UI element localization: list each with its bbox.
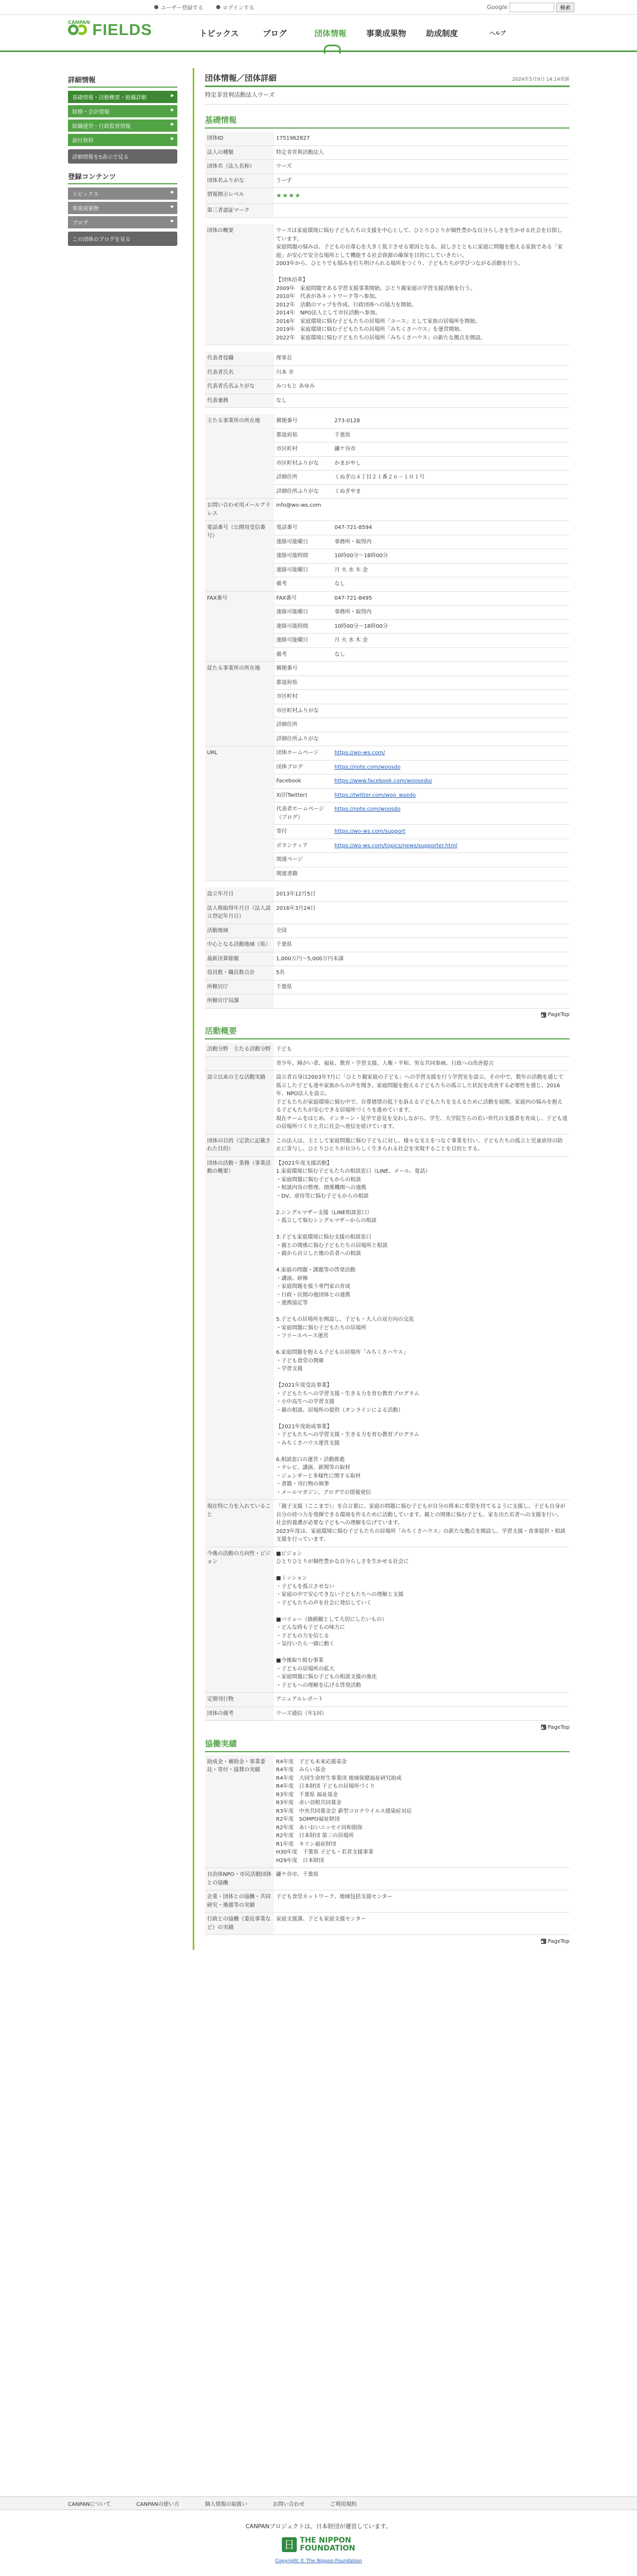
- table-row: [205, 132, 570, 146]
- table-cell: [332, 746, 570, 761]
- table-row: [205, 952, 570, 966]
- table-cell: 活動地域: [205, 924, 274, 938]
- table-cell: 連絡可能曜日: [274, 535, 332, 549]
- table-row: [205, 1134, 570, 1156]
- table-cell: 団体名ふりがな: [205, 174, 274, 188]
- table-cell: 今後の活動の方向性・ビジョン: [205, 1547, 274, 1693]
- table-cell: 5名: [274, 966, 570, 980]
- section-cooperation: 協働実績: [205, 1736, 570, 1752]
- table-row: [205, 1913, 570, 1935]
- table-row: [205, 521, 570, 535]
- table-cell: 最新決算総額: [205, 952, 274, 966]
- table-cell: 連絡可能曜日: [274, 563, 332, 577]
- sidebar-item-deliverables[interactable]: 事業成果物 ▶: [68, 202, 177, 214]
- gnav-grants[interactable]: 助成制度: [426, 29, 458, 38]
- table-cell: 法人の種類: [205, 146, 274, 160]
- table-cell: 所轄官庁局課: [205, 994, 274, 1009]
- homepage-link[interactable]: https://wo-ws.com/: [334, 750, 385, 756]
- donate-link[interactable]: https://wo-ws.com/support: [334, 829, 406, 835]
- table-cell: なし: [274, 394, 570, 408]
- footer-link-contact[interactable]: お問い合わせ: [272, 2501, 305, 2507]
- table-cell: FAX番号: [205, 591, 274, 662]
- facebook-link[interactable]: https://www.facebook.com/woosedo/: [334, 778, 432, 784]
- sidebar-item-basic[interactable]: 基礎情報・活動概要・組織詳細 ▶: [68, 91, 177, 103]
- table-cell: 特定非営利活動法人: [274, 146, 570, 160]
- table-cell: [332, 760, 570, 774]
- gnav-blog[interactable]: ブログ: [262, 29, 287, 38]
- table-row: [205, 924, 570, 938]
- table-row: [205, 380, 570, 394]
- register-link[interactable]: ● ユーザー登録する: [154, 4, 203, 11]
- table-cell: 代表兼務: [205, 394, 274, 408]
- table-cell: 月 火 水 木 金: [332, 634, 570, 648]
- detail-view-button[interactable]: 詳細情報をS表示で見る: [68, 149, 177, 164]
- table-cell: 法人格取得年月日（法人設立登記年月日）: [205, 901, 274, 924]
- table-cell: 関連書籍: [274, 867, 332, 881]
- disclosure-stars: ★★★★: [274, 188, 570, 204]
- table-cell: 【2021年度支援活動】 1.家庭環境に悩む子どもたちの相談窓口（LINE、メール、電話） ・家庭問題に悩む子どもからの相談 ・相談内容の整理、関係機関への連携 ・DV、虐待等に悩む子どもからの相談 2.シングルマザー支援（LINE相談窓口） ・孤立して悩むシングルマザーからの相談 3.子ども家庭環境に悩む支援の相談窓口 ・親との関係に悩む子どもたちの居場所と相談 ・親から自立した後の若者への相談 4.家庭の問題・課題等の啓発活動 ・講演、研修 ・家庭問題を扱う専門家の育成 ・行政・民間の他団体との連携 ・連携協定等 5.子どもの居場所を開設し、子ども・大人の双方向の交流 ・家庭問題に悩む子どもたちの居場所 ・フリースペース運営 6.家庭問題を抱える子どもの居場所「みちくさハウス」 ・子ども食堂の開催 ・学習支援 【2021年度受託事業】 ・子どもたちへの学習支援・生きる力を育む教育プログラム ・小中高生への学習支援 ・親の相談、居場所の提供（オンラインによる活動） 【2021年度助成事業】 ・子どもたちへの学習支援・生きる力を育む教育プログラム ・みちくさハウス運営支援 6.相談窓口の運営・活動推進 ・テレビ、講演、新聞等の取材 ・ジェンダーと多様性に関する取材 ・書籍・刊行物の執筆 ・メールマガジン、ブログでの情報発信: [274, 1156, 570, 1500]
- table-cell: [274, 203, 570, 218]
- org-name: 特定非営利活動法人ウーズ: [205, 87, 570, 105]
- arrow-up-icon: ▲: [541, 1725, 546, 1730]
- gnav-deliverables[interactable]: 事業成果物: [366, 29, 406, 38]
- table-row: [205, 901, 570, 924]
- table-cell: 自治体NPO・市民活動団体との協働: [205, 1868, 274, 1890]
- table-cell: 月 火 水 木 金: [332, 563, 570, 577]
- sidebar-item-blog[interactable]: ブログ ▶: [68, 216, 177, 228]
- user-icon: ●: [154, 4, 159, 10]
- pagetop-link-2[interactable]: ▲ PageTop: [540, 1724, 570, 1730]
- table-cell: 代表者氏名: [205, 365, 274, 380]
- table-cell: [332, 774, 570, 789]
- table-cell: URL: [205, 746, 274, 881]
- lock-icon: ●: [216, 4, 221, 10]
- table-cell: 2016年3月24日: [274, 901, 570, 924]
- pagetop-link-1[interactable]: ▲ PageTop: [540, 1012, 570, 1018]
- site-footer: [0, 2496, 637, 2564]
- table-cell: 千葉県: [332, 428, 570, 442]
- sidebar-item-governance[interactable]: 組織運営・行政監督情報 ▶: [68, 120, 177, 132]
- table-cell: ウーズは家庭環境に悩む子どもたちの支援を中心として、ひとりひとりが個性豊かな自分らしさを生かせる社会を目指しています。 家庭問題の悩みは、子どもの自尊心を大きく低下させる要因となる。寂しさとともに家庭に問題を抱える家族である「家庭」が安心で安全な場所として機能する社会資源の確保を目的にしていきたい。 2003年から、ひとりでも悩みを打ち明けられる場所をつくり、子どもたちが学びつながる活動を行う。 【団体沿革】 2009年 家庭問題である学習支援事業開始。ひとり親家庭の学習支援活動を行う。 2010年 代表が各ネットワーク等へ参加。 2012年 活動のマップを作成。行政団体への協力を開始。 2014年 NPO法人として市民活動へ参加。 2016年 家庭環境に悩む子どもたちの居場所「ユース」として家族の居場所を開始。 2019年 家庭環境に悩む子どもたちの居場所「みちくさハウス」を運営開始。 2022年 家庭環境に悩む子どもたちの居場所「みちくさハウス」の新たな拠点を開設。: [274, 224, 570, 345]
- table-cell: 電話番号（公開用受信番号）: [205, 521, 274, 592]
- table-row: [205, 174, 570, 188]
- table-cell: 10時00分～18時00分: [332, 549, 570, 564]
- table-cell: 10時00分～18時00分: [332, 619, 570, 634]
- table-cell: 団体の目的（定款に記載された目的）: [205, 1134, 274, 1156]
- gnav-topics[interactable]: トピックス: [199, 29, 239, 38]
- table-row: [205, 938, 570, 952]
- gnav-help[interactable]: ヘルプ: [489, 31, 506, 37]
- table-cell: 情報開示レベル: [205, 188, 274, 204]
- table-cell: かまがやし: [332, 456, 570, 471]
- table-cell: 代表者役職: [205, 352, 274, 365]
- table-cell: 団体の備考: [205, 1707, 274, 1721]
- table-row: [205, 966, 570, 980]
- table-cell: [332, 839, 570, 853]
- logo-mark-icon: CANPAN: [68, 22, 89, 38]
- volunteer-link[interactable]: https://wo-ws.com/topics/news/supporter.html: [334, 842, 458, 849]
- table-cell: 団体ID: [205, 132, 274, 146]
- table-cell: info@wo-ws.com: [274, 499, 570, 521]
- table-row: [205, 414, 570, 428]
- table-cell: 2013年12月5日: [274, 888, 570, 901]
- cooperation-table: [205, 1755, 570, 1935]
- table-cell: 従たる事業所の所在地: [205, 662, 274, 746]
- sidebar-item-topics[interactable]: トピックス ▶: [68, 187, 177, 200]
- table-row: [205, 1707, 570, 1721]
- table-cell: 中心となる活動地域（県）: [205, 938, 274, 952]
- table-cell: [332, 718, 570, 732]
- table-cell: うーず: [274, 174, 570, 188]
- table-cell: 団体名（法人名称）: [205, 160, 274, 174]
- table-row: [205, 994, 570, 1009]
- table-row: [205, 1755, 570, 1868]
- table-cell: 連絡可能曜日: [274, 605, 332, 620]
- twitter-link[interactable]: https://twitter.com/woo_wsedo: [334, 792, 416, 798]
- table-cell: ウーズ: [274, 160, 570, 174]
- table-cell: 047-721-8495: [332, 591, 570, 605]
- footer-link-about[interactable]: CANPANについて: [68, 2501, 111, 2507]
- table-cell: 関連ページ: [274, 853, 332, 867]
- table-cell: 「親子支援（ここまで）」を合言葉に、家庭の問題に悩む子どもが自分の将来に希望を持てるように支援し、子ども自身が自分の持つ力を発揮できる環境を作るために活動しています。親との関係に悩む子ども、家を出た若者への支援を行い、社会的養護が必要な子どもへの理解を広げています。 2023年度は、家庭環境に悩む子どもたちの居場所「みちくさハウス」の新たな拠点を開設し、学習支援・食事提供・相談支援を行っています。: [274, 1500, 570, 1547]
- table-cell: 団体の活動・業務（事業活動の概要）: [205, 1156, 274, 1500]
- footer-link-privacy[interactable]: 個人情報の取扱い: [204, 2501, 247, 2507]
- table-row: [205, 1043, 570, 1056]
- table-cell: Facebook: [274, 774, 332, 789]
- table-cell: 現在特に力を入れていること: [205, 1500, 274, 1547]
- table-row: [205, 394, 570, 408]
- table-row: [205, 499, 570, 521]
- table-cell: [332, 732, 570, 746]
- table-row: [205, 591, 570, 605]
- table-cell: 青少年、障がい者、福祉、教育・学習支援、人権・平和、男女共同参画、行政への改善提言: [274, 1056, 570, 1071]
- table-cell: 都道府県: [274, 428, 332, 442]
- footer-nav: [0, 2496, 637, 2510]
- sidebar-reg-title: 登録コンテンツ: [68, 169, 177, 184]
- table-row: [205, 224, 570, 345]
- table-cell: みつもと あゆみ: [274, 380, 570, 394]
- table-cell: 市区町村: [274, 690, 332, 704]
- table-cell: 定期刊行物: [205, 1693, 274, 1707]
- arrow-up-icon: ▲: [541, 1939, 546, 1944]
- section-activity: 活動概要: [205, 1023, 570, 1039]
- table-cell: [332, 690, 570, 704]
- arrow-up-icon: ▲: [541, 1012, 546, 1018]
- table-cell: 連絡可能曜日: [274, 634, 332, 648]
- table-cell: 家庭支援課、子ども家庭支援センター: [274, 1913, 570, 1935]
- table-cell: R4年度 子ども未来応援基金 R4年度 みらい基金 R4年度 大同生命厚生事業団 地域保健福祉研究助成 R4年度 日本財団 子どもの居場所づくり R3年度 千葉県 福祉基金 R3年度 赤い羽根共同募金 R3年度 中央共同募金会 新型コロナウイルス感染症対応 R2年度 SOMPO福祉財団 R2年度 あいおいニッセイ同和損保 R2年度 日本財団 第三の居場所 R1年度 キリン福祉財団 H30年度 千葉県 子ども・若者支援事業 H29年度 日本財団: [274, 1755, 570, 1868]
- table-row: [205, 160, 570, 174]
- table-cell: なし: [332, 577, 570, 592]
- table-cell: [332, 662, 570, 676]
- site-header: [0, 15, 637, 52]
- global-nav: [191, 25, 526, 41]
- table-cell: ウーズ通信（年1回）: [274, 1707, 570, 1721]
- table-cell: ボランティア: [274, 839, 332, 853]
- table-cell: 第三者認証マーク: [205, 203, 274, 218]
- activity-table: [205, 1043, 570, 1721]
- table-row: [205, 1868, 570, 1890]
- table-cell: [332, 704, 570, 718]
- basic-table-3: [205, 888, 570, 1009]
- section-basic: 基礎情報: [205, 112, 570, 129]
- blog-view-button[interactable]: この団体のブログを見る: [68, 232, 177, 246]
- basic-table-1: [205, 132, 570, 218]
- table-cell: [332, 788, 570, 803]
- table-cell: 設立年月日: [205, 888, 274, 901]
- sidebar-item-finance[interactable]: 財務・会計情報 ▶: [68, 105, 177, 117]
- table-cell: アニュアルレポート: [274, 1693, 570, 1707]
- sidebar: [68, 72, 177, 251]
- table-cell: 所轄官庁: [205, 980, 274, 994]
- table-cell: 千葉県: [274, 938, 570, 952]
- office-table: [205, 414, 570, 881]
- table-cell: X(旧Twitter): [274, 788, 332, 803]
- table-cell: 備考: [274, 647, 332, 662]
- table-cell: ■ビジョン ひとりひとりが個性豊かな自分らしさを生かせる社会に ■ミッション ・子どもを孤立させない ・家庭の中で安心できない子どもたちへの理解と支援 ・子どもたちの声を社会に発信していく ■バリュー（価値観として大切にしたいもの） ・どんな時も子どもの味方に ・子どもの力を信じる ・気付いたら一緒に動く ■今後取り組む事業 ・子どもの居場所の拡大 ・家庭問題に悩む子どもの相談支援の強化 ・子どもへの理解を広げる啓発活動: [274, 1547, 570, 1693]
- table-row: [205, 1547, 570, 1693]
- footer-note: CANPANプロジェクトは、日本財団が運営しています。: [245, 2523, 392, 2530]
- table-cell: 事務所・取得内: [332, 605, 570, 620]
- table-row: [205, 662, 570, 676]
- table-cell: 連絡可能時間: [274, 549, 332, 564]
- table-cell: 市区町村: [274, 442, 332, 457]
- table-cell: 団体の概要: [205, 224, 274, 345]
- table-cell: 理事長: [274, 352, 570, 365]
- table-row: [205, 1500, 570, 1547]
- footer-link-terms[interactable]: ご利用規約: [330, 2501, 357, 2507]
- table-cell: お問い合わせ用メールアドレス: [205, 499, 274, 521]
- summary-table: [205, 224, 570, 345]
- table-row: [205, 1156, 570, 1500]
- table-cell: くぬぎ山４丁目２１番２６－１０１号: [332, 471, 570, 485]
- table-cell: 273-0128: [332, 414, 570, 428]
- table-cell: [332, 676, 570, 690]
- table-row: [205, 365, 570, 380]
- blog-link[interactable]: https://note.com/woosdo: [334, 764, 401, 770]
- table-cell: 活動分野 主たる活動分野: [205, 1043, 274, 1056]
- representative-table: [205, 352, 570, 408]
- table-cell: 郵便番号: [274, 414, 332, 428]
- table-row: [205, 203, 570, 218]
- table-cell: 全国: [274, 924, 570, 938]
- table-cell: 詳細住所: [274, 718, 332, 732]
- table-cell: 事務所・取得内: [332, 535, 570, 549]
- table-row: [205, 1056, 570, 1071]
- table-cell: 1,000万円～5,000万円未満: [274, 952, 570, 966]
- table-cell: 市区町村ふりがな: [274, 704, 332, 718]
- table-cell: 郵便番号: [274, 662, 332, 676]
- table-cell: 助成金・補助金・事業委託・寄付・協賛の実績: [205, 1755, 274, 1868]
- table-cell: 子ども食堂ネットワーク、地域包括支援センター: [274, 1890, 570, 1913]
- top-utility-bar: [0, 0, 637, 15]
- table-cell: 備考: [274, 577, 332, 592]
- table-cell: 鎌ケ谷市: [332, 442, 570, 457]
- table-cell: 企業・団体との協働・共同研究・後援等の実績: [205, 1890, 274, 1913]
- gnav-organization[interactable]: 団体情報: [303, 25, 358, 41]
- table-cell: 設立者自身は2003年7月に「ひとり親家庭の子ども」への学習支援を行う学習室を設立。その中で、数年の活動を通じて孤立した子ども達や家族からの声を聞き、家庭問題を抱える子どもたちの孤立した状況を改善する必要性を感じ、2016年、NPO法人を設立。 子どもたちが家庭環境に悩む中で、自尊感情の低下を訴える子どもたちを支えるために活動を展開。家庭内の悩みを抱える子どもたちが安心できる居場所づくりを進めています。 現在チームをはじめ、インターン・見学で意見を交わしながら、学生、大学院生らの若い世代の支援者を育成し、子ども達の居場所づくりと共に社会へ発信を続けています。: [274, 1071, 570, 1135]
- updated-date: 2024年5月9日 14:14更新: [512, 77, 570, 82]
- table-cell: [332, 867, 570, 881]
- google-search: Google 検索: [487, 3, 574, 12]
- table-cell: 寄付: [274, 825, 332, 839]
- table-cell: 鎌ケ谷市、千葉県: [274, 1868, 570, 1890]
- table-cell: 主たる事業所の所在地: [205, 414, 274, 499]
- pagetop-link-3[interactable]: ▲ PageTop: [540, 1938, 570, 1944]
- table-row: [205, 980, 570, 994]
- table-cell: くぬぎやま: [332, 484, 570, 499]
- footer-link-usage[interactable]: CANPANの使い方: [136, 2501, 179, 2507]
- table-cell: 詳細住所: [274, 471, 332, 485]
- table-row: [205, 1890, 570, 1913]
- table-cell: [332, 853, 570, 867]
- main-content: [193, 68, 570, 1950]
- rep-blog-link[interactable]: https://note.com/woosdo: [334, 806, 401, 813]
- table-row: [205, 1071, 570, 1135]
- canpan-fields-logo[interactable]: CANPAN FIELDS: [68, 20, 152, 39]
- table-cell: [332, 825, 570, 839]
- foundation-mark-icon: 日: [282, 2537, 297, 2552]
- table-cell: 子ども: [274, 1043, 570, 1056]
- sidebar-title: 詳細情報: [68, 72, 177, 88]
- table-cell: 1751962827: [274, 132, 570, 146]
- table-cell: 設立以来の主な活動実績: [205, 1071, 274, 1135]
- search-button[interactable]: 検索: [556, 3, 574, 12]
- table-cell: 代表者氏名ふりがな: [205, 380, 274, 394]
- table-cell: なし: [332, 647, 570, 662]
- table-cell: 詳細住所ふりがな: [274, 484, 332, 499]
- table-row: [205, 188, 570, 204]
- search-input[interactable]: [510, 3, 554, 12]
- table-row: [205, 1693, 570, 1707]
- table-cell: 役員数・職員数合計: [205, 966, 274, 980]
- table-row: [205, 888, 570, 901]
- table-row: [205, 352, 570, 365]
- table-row: [205, 746, 570, 761]
- table-cell: この法人は、主として家庭問題に悩む子どもに対し、様々な支えをつなぐ事業を行い、子どもたちの孤立と児童虐待の防止に寄与し、ひとりひとりが自分らしく生きられる社会を実現することを目的とする。: [274, 1134, 570, 1156]
- table-cell: [205, 1056, 274, 1071]
- table-cell: 電話番号: [274, 521, 332, 535]
- login-link[interactable]: ● ログインする: [216, 4, 254, 11]
- table-row: [205, 146, 570, 160]
- table-cell: 連絡可能時間: [274, 619, 332, 634]
- table-cell: 千葉県: [274, 980, 570, 994]
- table-cell: 047-721-8594: [332, 521, 570, 535]
- table-cell: FAX番号: [274, 591, 332, 605]
- table-cell: 代表者ホームページ（ブログ）: [274, 803, 332, 825]
- nippon-foundation-logo[interactable]: 日 THE NIPPON FOUNDATION: [0, 2537, 637, 2553]
- sidebar-item-attachments[interactable]: 添付資料 ▶: [68, 134, 177, 146]
- table-cell: 団体ブログ: [274, 760, 332, 774]
- page-title: 団体情報／団体詳細 2024年5月9日 14:14更新: [205, 68, 570, 87]
- table-cell: [332, 803, 570, 825]
- table-cell: [274, 994, 570, 1009]
- table-cell: 川本 幸: [274, 365, 570, 380]
- table-cell: 都道府県: [274, 676, 332, 690]
- table-cell: 市区町村ふりがな: [274, 456, 332, 471]
- table-cell: 行政との協働（委託事業など）の実績: [205, 1913, 274, 1935]
- copyright-link[interactable]: Copyright © The Nippon Foundation: [275, 2558, 362, 2564]
- table-cell: 詳細住所ふりがな: [274, 732, 332, 746]
- table-cell: 団体ホームページ: [274, 746, 332, 761]
